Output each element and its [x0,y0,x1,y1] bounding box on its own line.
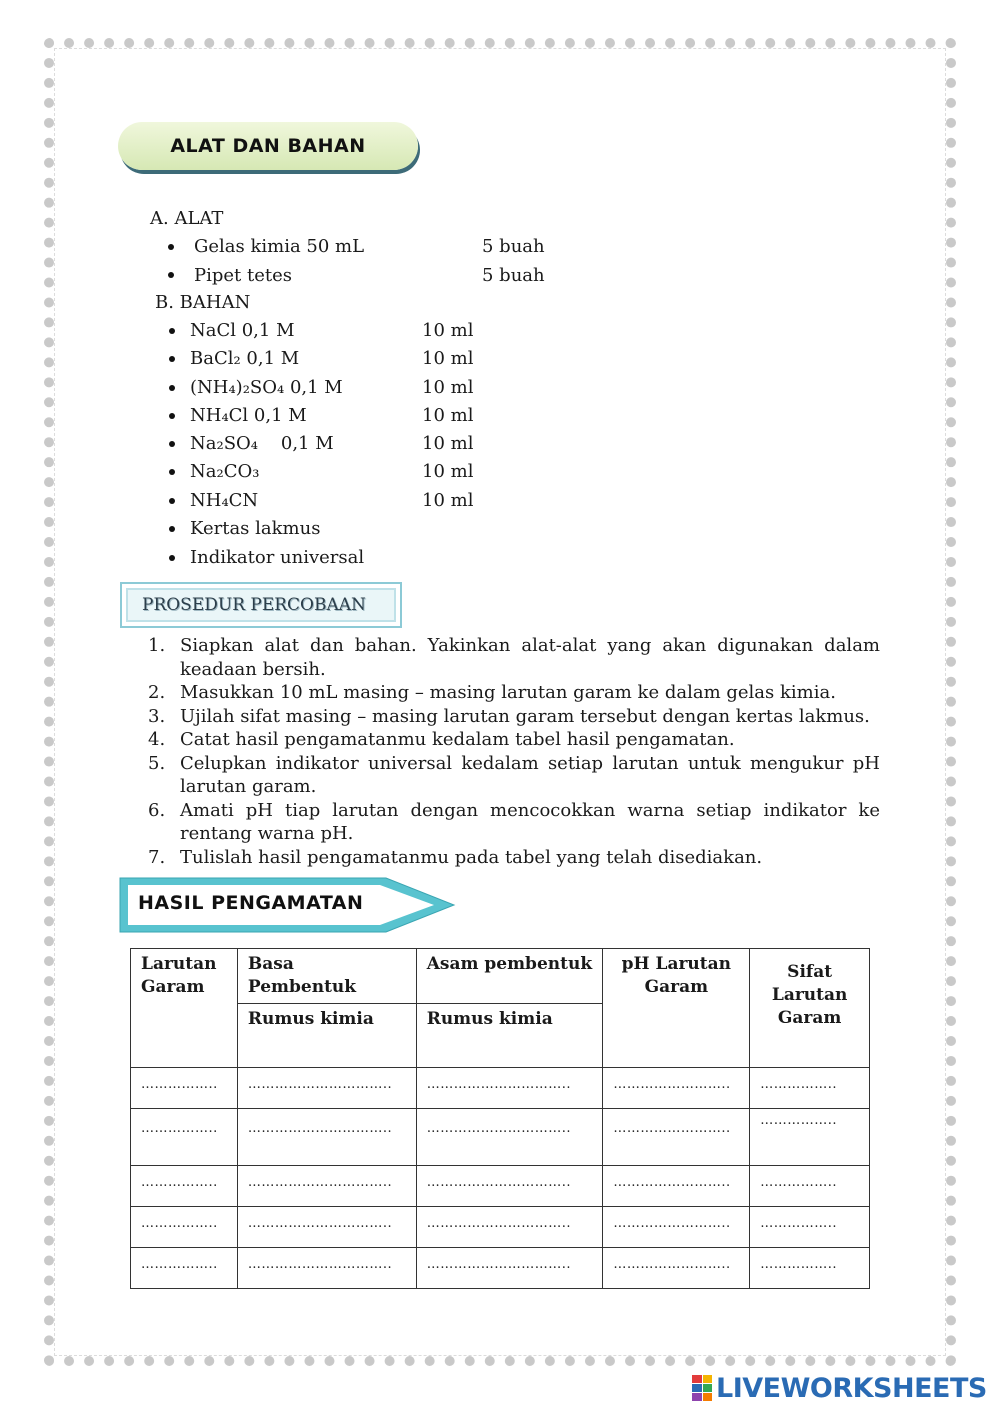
procedure-step [148,681,880,705]
bahan-item-qty: 10 ml [422,320,474,341]
step-number: 7. [148,846,166,868]
bahan-item-name: Na₂SO₄ 0,1 M [190,433,334,454]
blank-cell[interactable]: ………………………….. [416,1068,603,1109]
procedure-step [148,799,880,846]
alat-item-qty: 5 buah [482,265,545,286]
header-asam-pembentuk: Asam pembentuk [416,949,603,1004]
table-row [131,1068,870,1109]
blank-cell[interactable]: ………………………….. [416,1109,603,1166]
bahan-item-qty: 10 ml [422,461,474,482]
alat-item-qty: 5 buah [482,236,545,257]
section-badge-hasil [118,874,458,936]
bahan-item-name: Indikator universal [190,547,365,568]
section-title-alat-bahan: ALAT DAN BAHAN [170,135,366,157]
bullet [169,526,175,532]
blank-cell[interactable]: …………….. [750,1207,870,1248]
step-number: 5. [148,752,166,774]
bahan-item-name: NaCl 0,1 M [190,320,295,341]
blank-cell[interactable]: …………….. [750,1166,870,1207]
blank-cell[interactable]: …………………….. [603,1207,750,1248]
blank-cell[interactable]: ………………………….. [416,1207,603,1248]
blank-cell[interactable]: ………………………….. [237,1109,416,1166]
step-text: Celupkan indikator universal kedalam setiap larutan untuk mengukur pH larutan garam. [180,752,880,797]
section-badge-prosedur [120,582,402,628]
procedure-step [148,634,880,681]
header-sifat-larutan: Sifat Larutan Garam [750,949,870,1068]
blank-cell[interactable]: ………………………….. [416,1166,603,1207]
bullet [169,441,175,447]
section-title-hasil: HASIL PENGAMATAN [138,892,364,914]
step-text: Siapkan alat dan bahan. Yakinkan alat-alat yang akan digunakan dalam keadaan bersih. [180,635,880,680]
bahan-item-name: Na₂CO₃ [190,461,260,482]
blank-cell[interactable]: …………………….. [603,1109,750,1166]
header-basa-pembentuk: Basa Pembentuk [237,949,416,1004]
blank-cell[interactable]: …………….. [750,1068,870,1109]
header-larutan-garam: Larutan Garam [131,949,238,1068]
alat-item-name: Pipet tetes [194,265,293,286]
bahan-item-qty: 10 ml [422,348,474,369]
section-title-prosedur: PROSEDUR PERCOBAAN [142,595,366,615]
step-number: 2. [148,682,166,703]
liveworksheets-logo-icon [692,1375,712,1401]
header-rumus-kimia-asam: Rumus kimia [416,1004,603,1068]
section-badge-alat-bahan [118,122,418,170]
bahan-heading: B. BAHAN [155,292,251,313]
step-text: Ujilah sifat masing – masing larutan garam tersebut dengan kertas lakmus. [180,705,870,727]
procedure-step [148,728,880,752]
bahan-item-qty: 10 ml [422,405,474,426]
blank-cell[interactable]: ………………………….. [416,1248,603,1289]
blank-cell[interactable]: ………………………….. [237,1207,416,1248]
bullet [169,356,175,362]
step-text: Masukkan 10 mL masing – masing larutan garam ke dalam gelas kimia. [180,682,836,703]
table-row [131,1207,870,1248]
bahan-item-qty: 10 ml [422,377,474,398]
blank-cell[interactable]: …………….. [750,1109,870,1166]
blank-cell[interactable]: …………….. [131,1166,238,1207]
bullet [169,413,175,419]
blank-cell[interactable]: ………………………….. [237,1166,416,1207]
step-number: 4. [148,729,166,750]
bullet [169,555,175,561]
blank-cell[interactable]: ………………………….. [237,1068,416,1109]
blank-cell[interactable]: …………….. [131,1109,238,1166]
alat-item-name: Gelas kimia 50 mL [194,236,365,257]
procedure-list [148,634,880,869]
header-ph-larutan: pH Larutan Garam [603,949,750,1068]
bullet [169,328,175,334]
bullet [168,272,174,278]
bahan-item-name: Kertas lakmus [190,518,321,539]
blank-cell[interactable]: …………….. [131,1207,238,1248]
procedure-step [148,846,880,870]
bahan-item-qty: 10 ml [422,490,474,511]
table-row [131,1109,870,1166]
bullet [169,385,175,391]
step-text: Tulislah hasil pengamatanmu pada tabel yang telah disediakan. [180,846,763,868]
bullet [168,244,174,250]
header-rumus-kimia-basa: Rumus kimia [237,1004,416,1068]
blank-cell[interactable]: …………….. [750,1248,870,1289]
blank-cell[interactable]: …………………….. [603,1166,750,1207]
bahan-item-name: BaCl₂ 0,1 M [190,348,300,369]
bahan-item-name: NH₄CN [190,490,259,511]
procedure-step [148,752,880,799]
step-text: Amati pH tiap larutan dengan mencocokkan warna setiap indikator ke rentang warna pH. [180,799,880,844]
blank-cell[interactable]: …………….. [131,1068,238,1109]
step-number: 6. [148,799,166,821]
bahan-item-name: (NH₄)₂SO₄ 0,1 M [190,377,343,398]
blank-cell[interactable]: …………….. [131,1248,238,1289]
blank-cell[interactable]: …………………….. [603,1068,750,1109]
procedure-step [148,705,880,729]
bahan-item-qty: 10 ml [422,433,474,454]
bullet [169,498,175,504]
step-text: Catat hasil pengamatanmu kedalam tabel hasil pengamatan. [180,729,735,750]
liveworksheets-logo[interactable] [692,1372,987,1404]
table-row [131,1248,870,1289]
step-number: 1. [148,635,166,656]
liveworksheets-logo-text: LIVEWORKSHEETS [716,1372,987,1404]
bullet [169,469,175,475]
step-number: 3. [148,705,166,727]
observation-table [130,948,870,1289]
alat-heading: A. ALAT [150,208,224,229]
table-row [131,1166,870,1207]
blank-cell[interactable]: ………………………….. [237,1248,416,1289]
bahan-item-name: NH₄Cl 0,1 M [190,405,307,426]
blank-cell[interactable]: …………………….. [603,1248,750,1289]
